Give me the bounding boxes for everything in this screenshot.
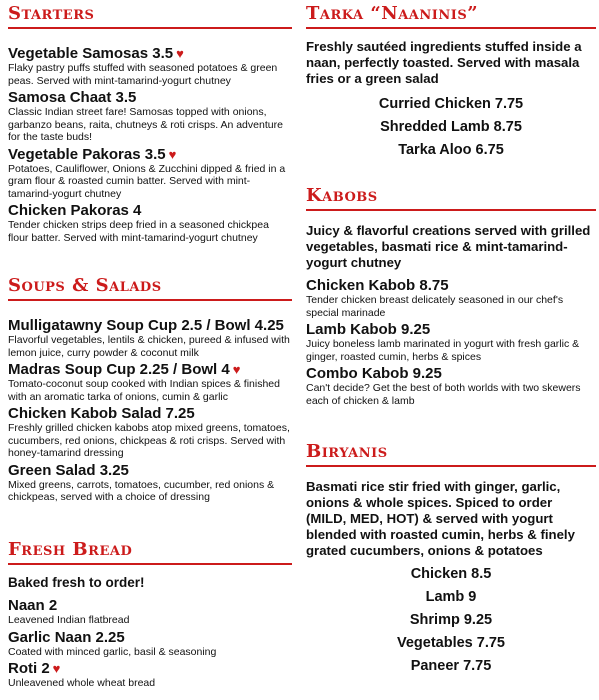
item-description: Tomato-coconut soup cooked with Indian spices & finished with an aromatic tarka of onions, cumin & garlic	[8, 378, 280, 403]
menu-item	[8, 629, 292, 659]
item-description: Classic Indian street fare! Samosas topped with onions, garbanzo beans, raita, chutneys & roti crisps. An adventure for the taste buds!	[8, 106, 283, 143]
kabobs-section	[306, 186, 596, 407]
section-title-kabobs: Kabobs	[306, 186, 596, 211]
item-name: Vegetable Samosas 3.5	[8, 45, 174, 62]
tarka-intro: Freshly sautéed ingredients stuffed inside a naan, perfectly toasted. Served with masala fries or a green salad	[306, 39, 582, 86]
menu-item	[306, 277, 596, 319]
heart-icon: ♥	[168, 146, 177, 162]
starters-section	[8, 4, 292, 244]
item-description: Juicy boneless lamb marinated in yogurt with fresh garlic & ginger, roasted cumin, herbs & spices	[306, 338, 580, 363]
menu-item	[8, 89, 292, 144]
section-title-soups-salads: Soups & Salads	[8, 276, 292, 301]
item-description: Coated with minced garlic, basil & seasoning	[8, 645, 217, 658]
menu-item	[306, 365, 596, 407]
menu-item	[8, 597, 292, 627]
item-name: Combo Kabob 9.25	[306, 365, 442, 382]
item-name: Roti 2	[8, 660, 50, 677]
menu-item	[8, 202, 292, 244]
heart-icon: ♥	[232, 362, 241, 377]
item-name: Samosa Chaat 3.5	[8, 89, 137, 106]
menu-item	[8, 146, 292, 201]
item-description: Leavened Indian flatbread	[8, 614, 130, 626]
menu-item	[8, 405, 292, 460]
biryanis-intro: Basmati rice stir fried with ginger, garlic, onions & whole spices. Spiced to order (MILD, MED, HOT) & served with yogurt blended with roasted cumin, herbs & finely grated cucumbers, onions & potatoes	[306, 479, 575, 558]
menu-item	[306, 321, 596, 363]
menu-item	[8, 660, 292, 690]
menu-item	[8, 361, 292, 403]
section-title-tarka-naaninis: Tarka “Naaninis”	[306, 4, 596, 29]
item-description: Tender chicken breast delicately seasoned in our chef's special marinade	[306, 294, 564, 319]
item-name: Garlic Naan 2.25	[8, 628, 125, 646]
menu-item: Vegetables 7.75	[396, 635, 505, 651]
menu-item	[8, 45, 292, 87]
item-description: Mixed greens, carrots, tomatoes, cucumber, red onions & chickpeas, served with a choice of dressing	[8, 478, 275, 503]
section-title-starters: Starters	[8, 4, 292, 29]
section-title-fresh-bread: Fresh Bread	[8, 540, 292, 565]
heart-icon: ♥	[52, 661, 61, 676]
item-name: Lamb Kabob 9.25	[306, 321, 431, 338]
item-description: Unleavened whole wheat bread	[8, 677, 156, 689]
menu-item: Shredded Lamb 8.75	[380, 119, 522, 135]
item-description: Can't decide? Get the best of both worlds with two skewers each of chicken & lamb	[306, 382, 581, 407]
section-title-biryanis: Biryanis	[306, 442, 596, 467]
item-name: Vegetable Pakoras 3.5	[8, 145, 166, 163]
item-description: Freshly grilled chicken kabobs atop mixed greens, tomatoes, cucumbers, red onions, chickpeas & roti crisps. Served with honey-tamarind dressing	[8, 422, 290, 459]
item-name: Green Salad 3.25	[8, 461, 129, 479]
item-name: Chicken Pakoras 4	[8, 202, 142, 219]
item-name: Madras Soup Cup 2.25 / Bowl 4	[8, 361, 230, 378]
item-description: Flaky pastry puffs stuffed with seasoned potatoes & green peas. Served with mint-tamarind-yogurt chutney	[8, 62, 278, 87]
menu-item: Lamb 9	[425, 589, 477, 605]
tarka-section	[306, 4, 596, 162]
item-name: Chicken Kabob 8.75	[306, 277, 449, 294]
menu-item: Tarka Aloo 6.75	[398, 142, 504, 158]
menu-item: Paneer 7.75	[410, 658, 492, 674]
biryanis-section	[306, 442, 596, 678]
item-description: Flavorful vegetables, lentils & chicken, pureed & infused with lemon juice, curry powder & coconut milk	[8, 334, 290, 359]
menu-item: Chicken 8.5	[410, 566, 492, 582]
bread-section	[8, 540, 292, 690]
kabobs-intro: Juicy & flavorful creations served with grilled vegetables, basmati rice & mint-tamarind-yogurt chutney	[306, 223, 591, 270]
item-description: Tender chicken strips deep fried in a seasoned chickpea flour batter. Served with mint-tamarind-yogurt chutney	[8, 219, 269, 244]
menu-item	[8, 317, 292, 359]
bread-intro: Baked fresh to order!	[8, 575, 145, 590]
heart-icon: ♥	[176, 46, 184, 61]
menu-item: Shrimp 9.25	[409, 612, 493, 628]
item-name: Chicken Kabob Salad 7.25	[8, 405, 195, 422]
soups-section	[8, 276, 292, 504]
item-description: Potatoes, Cauliflower, Onions & Zucchini dipped & fried in a gram flour & roasted cumin batter. Served with mint-tamarind-yogurt chutney	[8, 162, 286, 200]
menu-item: Curried Chicken 7.75	[378, 96, 524, 112]
menu-item	[8, 462, 292, 504]
item-name: Naan 2	[8, 597, 58, 614]
item-name: Mulligatawny Soup Cup 2.5 / Bowl 4.25	[8, 317, 284, 334]
